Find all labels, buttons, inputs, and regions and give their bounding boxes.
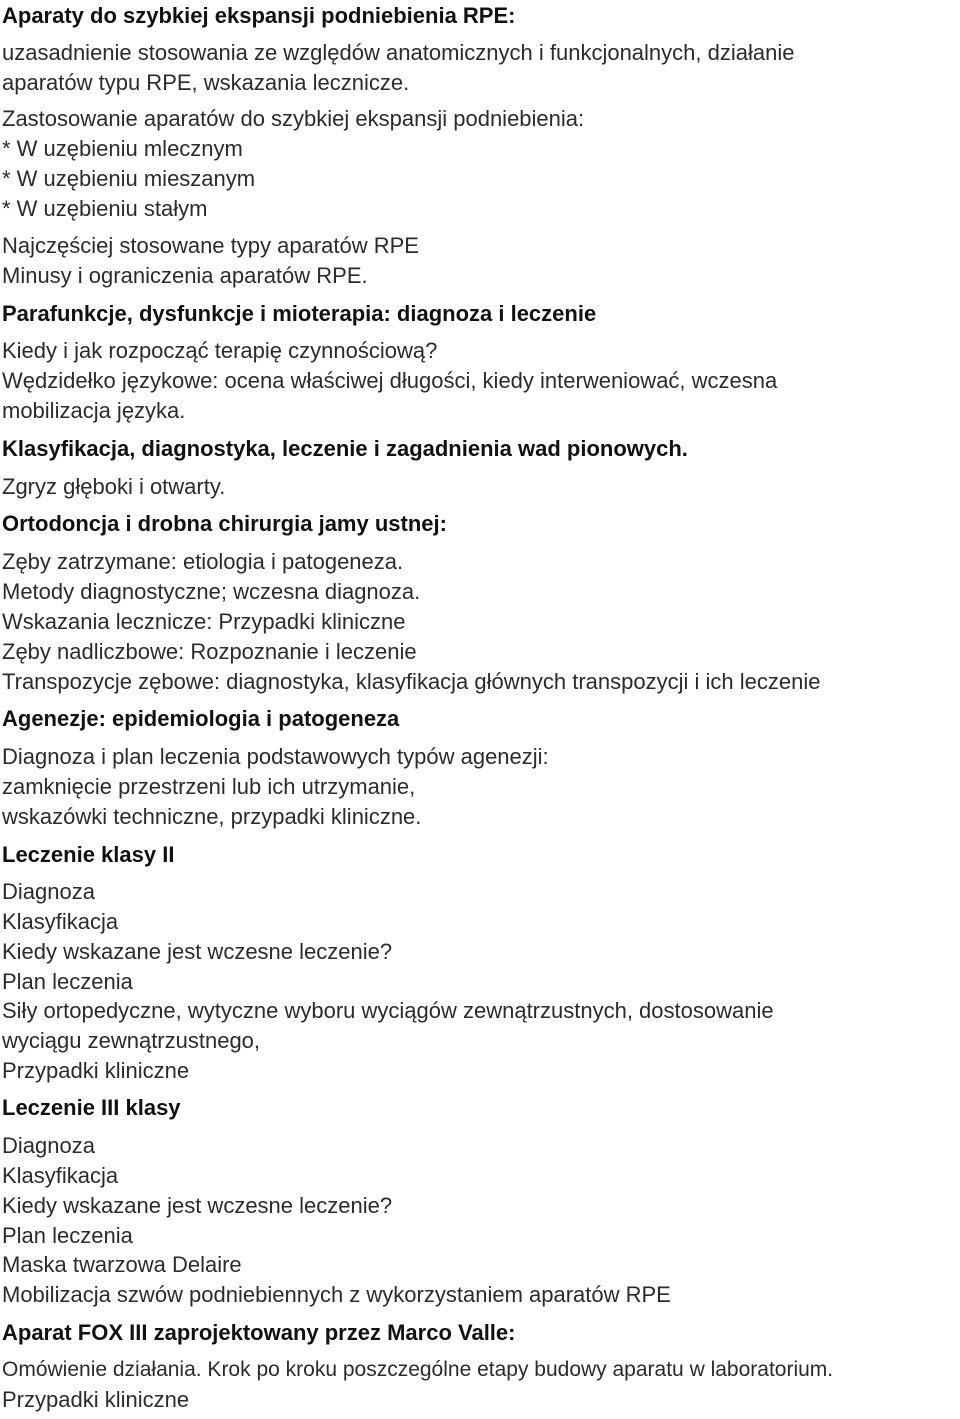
text-line: zamknięcie przestrzeni lub ich utrzymanie, <box>2 774 416 799</box>
section-heading-fox-iii: Aparat FOX III zaprojektowany przez Marco Valle: <box>2 1320 516 1345</box>
text-line: * W uzębieniu mieszanym <box>2 166 256 191</box>
text-line: Metody diagnostyczne; wczesna diagnoza. <box>2 579 421 604</box>
text-line: * W uzębieniu mlecznym <box>2 136 243 161</box>
text-line: Najczęściej stosowane typy aparatów RPE <box>2 233 419 258</box>
text-line: Omówienie działania. Krok po kroku poszczególne etapy budowy aparatu w laboratorium. <box>2 1358 834 1381</box>
text-line: Zastosowanie aparatów do szybkiej ekspansji podniebienia: <box>2 106 585 131</box>
text-line: wskazówki techniczne, przypadki kliniczne. <box>2 804 422 829</box>
text-line: Kiedy wskazane jest wczesne leczenie? <box>2 939 393 964</box>
text-line: Maska twarzowa Delaire <box>2 1252 242 1277</box>
text-line: Plan leczenia <box>2 1223 133 1248</box>
text-line: Zęby zatrzymane: etiologia i patogeneza. <box>2 549 404 574</box>
text-line: aparatów typu RPE, wskazania lecznicze. <box>2 70 410 95</box>
text-line: Klasyfikacja <box>2 1163 119 1188</box>
section-heading-agenezje: Agenezje: epidemiologia i patogeneza <box>2 706 400 731</box>
text-line: Przypadki kliniczne <box>2 1058 190 1083</box>
text-line: Kiedy wskazane jest wczesne leczenie? <box>2 1193 393 1218</box>
text-line: mobilizacja języka. <box>2 398 186 423</box>
text-line: Klasyfikacja <box>2 909 119 934</box>
text-line: Wskazania lecznicze: Przypadki kliniczne <box>2 609 406 634</box>
text-line: wyciągu zewnątrzustnego, <box>2 1028 261 1053</box>
text-line: Mobilizacja szwów podniebiennych z wykorzystaniem aparatów RPE <box>2 1282 671 1307</box>
section-heading-klasa-ii: Leczenie klasy II <box>2 842 175 867</box>
section-heading-parafunkcje: Parafunkcje, dysfunkcje i mioterapia: diagnoza i leczenie <box>2 301 597 326</box>
section-heading-klasa-iii: Leczenie III klasy <box>2 1095 181 1120</box>
text-line: Zęby nadliczbowe: Rozpoznanie i leczenie <box>2 639 417 664</box>
text-line: Diagnoza <box>2 879 95 904</box>
section-heading-ortodoncja: Ortodoncja i drobna chirurgia jamy ustnej: <box>2 511 447 536</box>
text-line: Transpozycje zębowe: diagnostyka, klasyfikacja głównych transpozycji i ich leczenie <box>2 669 821 694</box>
text-line: Siły ortopedyczne, wytyczne wyboru wyciągów zewnątrzustnych, dostosowanie <box>2 998 774 1023</box>
text-line: Przypadki kliniczne <box>2 1387 190 1412</box>
text-line: Kiedy i jak rozpocząć terapię czynnościową? <box>2 338 438 363</box>
text-line: Wędzidełko językowe: ocena właściwej długości, kiedy interweniować, wczesna <box>2 368 778 393</box>
text-line: * W uzębieniu stałym <box>2 196 208 221</box>
text-line: uzasadnienie stosowania ze względów anatomicznych i funkcjonalnych, działanie <box>2 40 795 65</box>
text-line: Zgryz głęboki i otwarty. <box>2 474 226 499</box>
text-line: Minusy i ograniczenia aparatów RPE. <box>2 263 368 288</box>
text-line: Diagnoza <box>2 1133 95 1158</box>
section-heading-klasyfikacja: Klasyfikacja, diagnostyka, leczenie i zagadnienia wad pionowych. <box>2 436 688 461</box>
text-line: Plan leczenia <box>2 969 133 994</box>
section-heading-rpe: Aparaty do szybkiej ekspansji podniebienia RPE: <box>2 3 516 28</box>
text-line: Diagnoza i plan leczenia podstawowych typów agenezji: <box>2 744 549 769</box>
